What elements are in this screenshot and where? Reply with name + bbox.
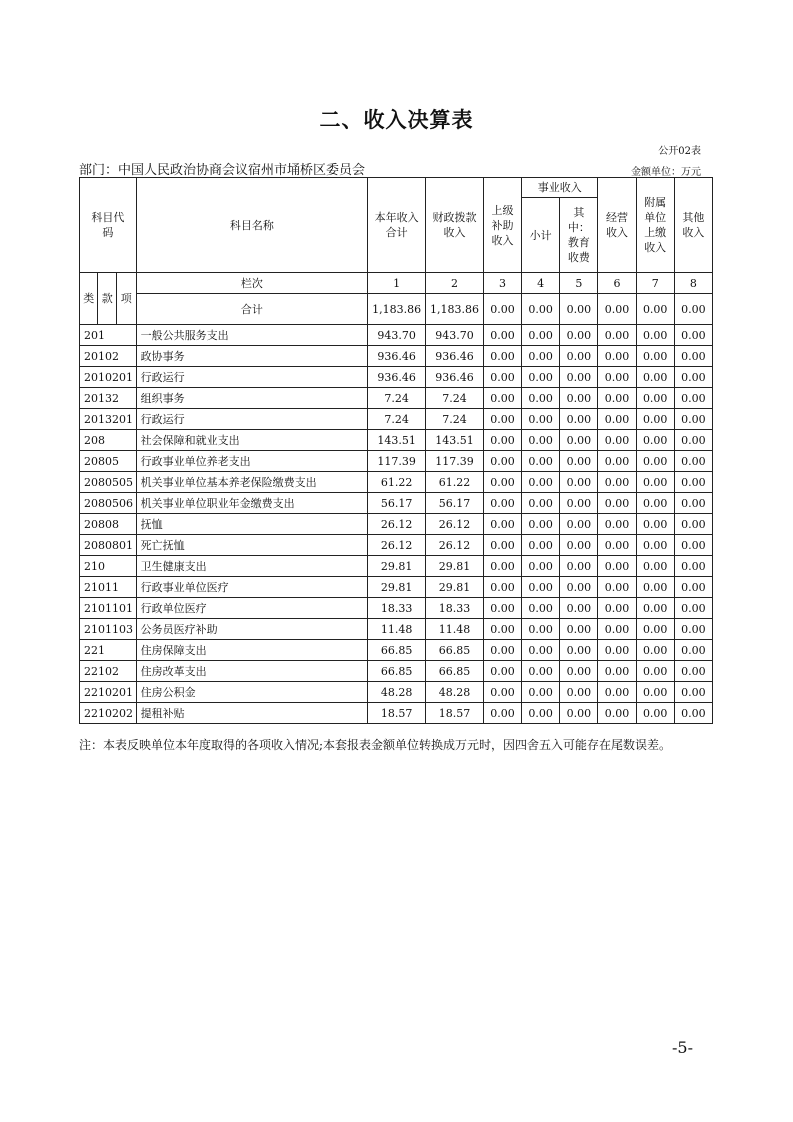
row-name: 行政运行 <box>136 367 368 388</box>
row-value: 0.00 <box>636 682 674 703</box>
row-value: 117.39 <box>426 451 484 472</box>
header-business: 事业收入 <box>522 178 598 198</box>
sum-value: 0.00 <box>598 294 636 325</box>
table-row <box>80 325 713 346</box>
row-code: 210 <box>80 556 137 577</box>
row-name: 机关事业单位职业年金缴费支出 <box>136 493 368 514</box>
sum-value: 0.00 <box>674 294 712 325</box>
row-value: 0.00 <box>636 325 674 346</box>
row-value: 0.00 <box>674 325 712 346</box>
table-row <box>80 703 713 724</box>
row-code: 201 <box>80 325 137 346</box>
row-value: 0.00 <box>522 703 560 724</box>
sum-value: 0.00 <box>636 294 674 325</box>
row-value: 0.00 <box>522 325 560 346</box>
row-value: 0.00 <box>560 577 598 598</box>
header-code: 科目代码 <box>80 178 137 273</box>
row-value: 29.81 <box>368 556 426 577</box>
header-total: 本年收入合计 <box>368 178 426 273</box>
row-value: 0.00 <box>674 535 712 556</box>
row-value: 0.00 <box>560 346 598 367</box>
row-value: 0.00 <box>674 430 712 451</box>
row-value: 0.00 <box>674 388 712 409</box>
row-value: 0.00 <box>636 577 674 598</box>
row-value: 0.00 <box>560 367 598 388</box>
column-number: 7 <box>636 273 674 294</box>
row-value: 66.85 <box>426 661 484 682</box>
row-code: 2013201 <box>80 409 137 430</box>
row-value: 66.85 <box>368 640 426 661</box>
row-value: 0.00 <box>522 346 560 367</box>
row-value: 0.00 <box>598 703 636 724</box>
row-value: 0.00 <box>560 535 598 556</box>
row-value: 26.12 <box>368 535 426 556</box>
header-operating: 经营收入 <box>598 178 636 273</box>
row-value: 0.00 <box>636 346 674 367</box>
row-value: 143.51 <box>426 430 484 451</box>
row-value: 0.00 <box>636 430 674 451</box>
table-row <box>80 577 713 598</box>
page-title: 二、收入决算表 <box>319 108 474 132</box>
sum-value: 1,183.86 <box>368 294 426 325</box>
row-name: 一般公共服务支出 <box>136 325 368 346</box>
row-value: 0.00 <box>522 598 560 619</box>
row-value: 0.00 <box>674 703 712 724</box>
row-value: 48.28 <box>426 682 484 703</box>
row-code: 2010201 <box>80 367 137 388</box>
row-value: 48.28 <box>368 682 426 703</box>
row-value: 0.00 <box>598 388 636 409</box>
sum-row <box>80 294 713 325</box>
amount-unit: 金额单位：万元 <box>631 167 701 178</box>
header-superior: 上级补助收入 <box>483 178 521 273</box>
sum-label: 合计 <box>136 294 368 325</box>
row-value: 0.00 <box>636 514 674 535</box>
table-row <box>80 409 713 430</box>
row-value: 18.33 <box>368 598 426 619</box>
row-value: 66.85 <box>368 661 426 682</box>
row-code: 20808 <box>80 514 137 535</box>
row-value: 0.00 <box>598 367 636 388</box>
table-row <box>80 388 713 409</box>
sum-value: 0.00 <box>560 294 598 325</box>
row-value: 0.00 <box>598 472 636 493</box>
row-value: 0.00 <box>674 640 712 661</box>
row-code: 2210201 <box>80 682 137 703</box>
header-other: 其他收入 <box>674 178 712 273</box>
column-number: 6 <box>598 273 636 294</box>
row-name: 抚恤 <box>136 514 368 535</box>
row-name: 住房公积金 <box>136 682 368 703</box>
row-value: 0.00 <box>560 493 598 514</box>
row-value: 0.00 <box>560 661 598 682</box>
row-code: 2080505 <box>80 472 137 493</box>
row-value: 11.48 <box>426 619 484 640</box>
row-value: 56.17 <box>426 493 484 514</box>
row-value: 0.00 <box>483 493 521 514</box>
row-code: 20102 <box>80 346 137 367</box>
row-value: 0.00 <box>560 325 598 346</box>
row-value: 0.00 <box>598 430 636 451</box>
column-number-label: 栏次 <box>136 273 368 294</box>
column-number: 3 <box>483 273 521 294</box>
department-label: 部门：中国人民政治协商会议宿州市埇桥区委员会 <box>79 163 366 178</box>
row-code: 2101103 <box>80 619 137 640</box>
sum-value: 0.00 <box>522 294 560 325</box>
row-value: 0.00 <box>483 556 521 577</box>
row-name: 行政事业单位养老支出 <box>136 451 368 472</box>
row-value: 0.00 <box>636 640 674 661</box>
header-subtotal: 小计 <box>522 198 560 273</box>
row-value: 0.00 <box>598 598 636 619</box>
row-name: 机关事业单位基本养老保险缴费支出 <box>136 472 368 493</box>
row-value: 0.00 <box>560 514 598 535</box>
row-value: 0.00 <box>522 514 560 535</box>
row-value: 0.00 <box>674 493 712 514</box>
row-value: 0.00 <box>636 703 674 724</box>
row-value: 0.00 <box>522 535 560 556</box>
row-value: 0.00 <box>636 556 674 577</box>
row-value: 0.00 <box>598 661 636 682</box>
row-value: 0.00 <box>522 577 560 598</box>
row-value: 66.85 <box>426 640 484 661</box>
row-value: 0.00 <box>522 661 560 682</box>
row-value: 936.46 <box>426 367 484 388</box>
row-value: 0.00 <box>483 682 521 703</box>
header-name: 科目名称 <box>136 178 368 273</box>
table-row <box>80 682 713 703</box>
row-value: 0.00 <box>522 682 560 703</box>
row-value: 0.00 <box>674 346 712 367</box>
row-value: 0.00 <box>483 409 521 430</box>
table-row <box>80 367 713 388</box>
row-value: 0.00 <box>560 472 598 493</box>
row-name: 公务员医疗补助 <box>136 619 368 640</box>
row-value: 0.00 <box>560 430 598 451</box>
row-code: 208 <box>80 430 137 451</box>
sum-value: 0.00 <box>483 294 521 325</box>
income-table <box>79 177 713 724</box>
row-name: 行政运行 <box>136 409 368 430</box>
row-code: 22102 <box>80 661 137 682</box>
row-value: 0.00 <box>560 619 598 640</box>
row-code: 2101101 <box>80 598 137 619</box>
row-value: 0.00 <box>560 556 598 577</box>
row-value: 0.00 <box>598 493 636 514</box>
row-value: 0.00 <box>636 619 674 640</box>
row-value: 7.24 <box>426 388 484 409</box>
row-value: 26.12 <box>426 514 484 535</box>
header-affiliated: 附属单位上缴收入 <box>636 178 674 273</box>
row-value: 0.00 <box>598 325 636 346</box>
row-value: 0.00 <box>674 556 712 577</box>
row-name: 住房保障支出 <box>136 640 368 661</box>
row-value: 0.00 <box>560 451 598 472</box>
row-value: 117.39 <box>368 451 426 472</box>
row-value: 0.00 <box>522 388 560 409</box>
row-value: 29.81 <box>426 556 484 577</box>
row-value: 0.00 <box>483 430 521 451</box>
header-fiscal: 财政拨款收入 <box>426 178 484 273</box>
row-value: 0.00 <box>483 640 521 661</box>
form-number: 公开02表 <box>658 146 701 157</box>
row-value: 0.00 <box>560 640 598 661</box>
row-value: 0.00 <box>598 514 636 535</box>
row-value: 0.00 <box>674 661 712 682</box>
row-value: 0.00 <box>483 577 521 598</box>
table-row <box>80 472 713 493</box>
row-value: 0.00 <box>674 409 712 430</box>
row-value: 0.00 <box>674 451 712 472</box>
row-value: 0.00 <box>598 409 636 430</box>
row-value: 0.00 <box>522 409 560 430</box>
row-value: 0.00 <box>674 598 712 619</box>
row-value: 936.46 <box>368 346 426 367</box>
row-value: 56.17 <box>368 493 426 514</box>
row-value: 0.00 <box>636 367 674 388</box>
column-number: 5 <box>560 273 598 294</box>
row-value: 0.00 <box>636 409 674 430</box>
row-value: 0.00 <box>636 388 674 409</box>
row-value: 0.00 <box>636 598 674 619</box>
row-value: 943.70 <box>368 325 426 346</box>
row-value: 0.00 <box>674 619 712 640</box>
row-value: 29.81 <box>426 577 484 598</box>
row-name: 行政单位医疗 <box>136 598 368 619</box>
row-value: 0.00 <box>636 451 674 472</box>
row-value: 0.00 <box>483 535 521 556</box>
table-row <box>80 598 713 619</box>
row-value: 0.00 <box>483 703 521 724</box>
row-value: 0.00 <box>483 598 521 619</box>
footnote: 注：本表反映单位本年度取得的各项收入情况;本套报表金额单位转换成万元时，因四舍五入可能存在尾数误差。 <box>79 738 672 752</box>
table-row <box>80 661 713 682</box>
row-name: 提租补贴 <box>136 703 368 724</box>
row-value: 0.00 <box>522 472 560 493</box>
row-code: 2080801 <box>80 535 137 556</box>
table-row <box>80 451 713 472</box>
row-value: 0.00 <box>674 577 712 598</box>
row-code: 2080506 <box>80 493 137 514</box>
row-value: 0.00 <box>483 325 521 346</box>
row-code: 221 <box>80 640 137 661</box>
row-value: 0.00 <box>560 409 598 430</box>
row-value: 0.00 <box>674 472 712 493</box>
row-value: 18.57 <box>368 703 426 724</box>
row-name: 社会保障和就业支出 <box>136 430 368 451</box>
page-number: -5- <box>672 1038 693 1057</box>
row-value: 0.00 <box>598 619 636 640</box>
row-code: 20132 <box>80 388 137 409</box>
row-name: 行政事业单位医疗 <box>136 577 368 598</box>
row-value: 0.00 <box>483 514 521 535</box>
row-value: 61.22 <box>368 472 426 493</box>
row-value: 0.00 <box>674 682 712 703</box>
row-name: 组织事务 <box>136 388 368 409</box>
row-value: 0.00 <box>598 577 636 598</box>
column-number: 8 <box>674 273 712 294</box>
row-value: 0.00 <box>560 703 598 724</box>
row-value: 18.57 <box>426 703 484 724</box>
header-lei: 类 <box>80 273 98 325</box>
row-value: 0.00 <box>483 661 521 682</box>
row-value: 0.00 <box>483 619 521 640</box>
row-value: 943.70 <box>426 325 484 346</box>
row-value: 0.00 <box>522 451 560 472</box>
row-value: 0.00 <box>560 388 598 409</box>
row-code: 20805 <box>80 451 137 472</box>
row-value: 0.00 <box>483 367 521 388</box>
table-row <box>80 556 713 577</box>
row-name: 死亡抚恤 <box>136 535 368 556</box>
row-value: 0.00 <box>483 451 521 472</box>
header-edu: 其中：教育收费 <box>560 198 598 273</box>
row-value: 18.33 <box>426 598 484 619</box>
row-value: 0.00 <box>598 556 636 577</box>
row-value: 936.46 <box>368 367 426 388</box>
row-value: 143.51 <box>368 430 426 451</box>
row-value: 0.00 <box>636 535 674 556</box>
row-value: 0.00 <box>483 346 521 367</box>
sum-value: 1,183.86 <box>426 294 484 325</box>
row-value: 0.00 <box>522 619 560 640</box>
row-value: 29.81 <box>368 577 426 598</box>
row-value: 26.12 <box>426 535 484 556</box>
table-row <box>80 514 713 535</box>
row-value: 0.00 <box>522 367 560 388</box>
row-name: 卫生健康支出 <box>136 556 368 577</box>
row-value: 936.46 <box>426 346 484 367</box>
table-row <box>80 493 713 514</box>
row-value: 0.00 <box>598 640 636 661</box>
row-code: 2210202 <box>80 703 137 724</box>
column-number: 4 <box>522 273 560 294</box>
row-value: 0.00 <box>522 493 560 514</box>
table-row <box>80 346 713 367</box>
row-value: 61.22 <box>426 472 484 493</box>
row-value: 0.00 <box>598 535 636 556</box>
row-code: 21011 <box>80 577 137 598</box>
header-kuan: 款 <box>98 273 116 325</box>
row-value: 0.00 <box>636 493 674 514</box>
row-value: 0.00 <box>522 640 560 661</box>
row-value: 0.00 <box>483 388 521 409</box>
column-number: 2 <box>426 273 484 294</box>
row-value: 0.00 <box>560 598 598 619</box>
row-value: 0.00 <box>522 556 560 577</box>
row-name: 政协事务 <box>136 346 368 367</box>
table-row <box>80 430 713 451</box>
row-value: 7.24 <box>368 388 426 409</box>
row-value: 7.24 <box>426 409 484 430</box>
row-value: 0.00 <box>598 451 636 472</box>
row-value: 0.00 <box>483 472 521 493</box>
row-value: 0.00 <box>598 682 636 703</box>
row-name: 住房改革支出 <box>136 661 368 682</box>
row-value: 0.00 <box>560 682 598 703</box>
table-row <box>80 640 713 661</box>
column-number: 1 <box>368 273 426 294</box>
table-row <box>80 619 713 640</box>
row-value: 0.00 <box>636 661 674 682</box>
header-xiang: 项 <box>116 273 136 325</box>
row-value: 0.00 <box>674 514 712 535</box>
row-value: 0.00 <box>674 367 712 388</box>
row-value: 0.00 <box>636 472 674 493</box>
row-value: 11.48 <box>368 619 426 640</box>
row-value: 0.00 <box>598 346 636 367</box>
row-value: 26.12 <box>368 514 426 535</box>
row-value: 7.24 <box>368 409 426 430</box>
table-row <box>80 535 713 556</box>
row-value: 0.00 <box>522 430 560 451</box>
